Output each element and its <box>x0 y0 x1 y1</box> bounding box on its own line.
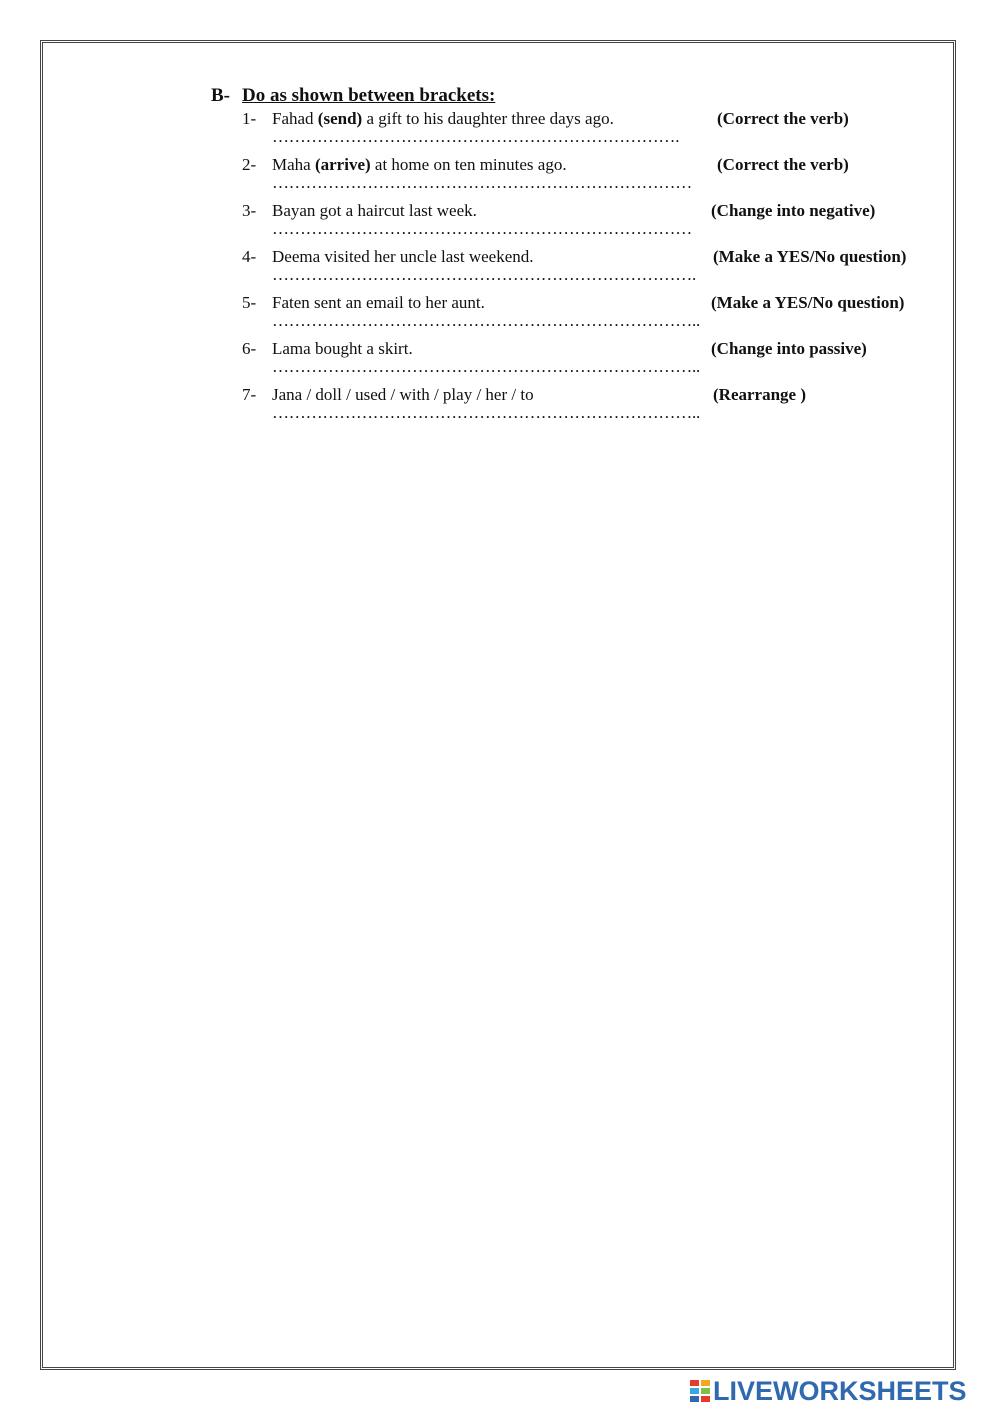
exercise-item-2 <box>211 153 941 199</box>
item-instruction: (Change into passive) <box>711 339 867 358</box>
brand-name: LIVEWORKSHEETS <box>713 1375 967 1406</box>
answer-field-3[interactable]: ………………………………………………………………… <box>272 219 693 238</box>
exercise-item-1 <box>211 107 941 153</box>
item-verb: (send) <box>317 109 363 128</box>
answer-field-6[interactable]: ………………………………………………………………….. <box>272 357 701 376</box>
item-number: 6- <box>242 339 257 358</box>
item-sentence: Lama bought a skirt. <box>272 339 413 358</box>
item-sentence: Maha (arrive) at home on ten minutes ago. <box>272 155 567 174</box>
item-instruction: (Change into negative) <box>711 201 876 220</box>
item-sentence: Bayan got a haircut last week. <box>272 201 477 220</box>
exercise-list <box>211 107 941 429</box>
item-sentence: Jana / doll / used / with / play / her / to <box>272 385 534 404</box>
item-number: 3- <box>242 201 257 220</box>
item-sentence: Deema visited her uncle last weekend. <box>272 247 534 266</box>
liveworksheets-logo-icon <box>690 1380 710 1402</box>
answer-field-5[interactable]: ………………………………………………………………….. <box>272 311 701 330</box>
answer-field-1[interactable]: ………………………………………………………………. <box>272 127 680 146</box>
section-title: Do as shown between brackets: <box>242 85 496 106</box>
item-instruction: (Make a YES/No question) <box>713 247 907 266</box>
item-number: 7- <box>242 385 257 404</box>
item-verb: (arrive) <box>314 155 371 174</box>
answer-field-7[interactable]: ………………………………………………………………….. <box>272 403 701 422</box>
item-instruction: (Rearrange ) <box>713 385 806 404</box>
item-number: 5- <box>242 293 257 312</box>
item-sentence: Faten sent an email to her aunt. <box>272 293 485 312</box>
section-letter: B- <box>211 85 230 106</box>
section-heading <box>211 85 941 107</box>
exercise-item-5 <box>211 291 941 337</box>
item-number: 4- <box>242 247 257 266</box>
answer-field-2[interactable]: ………………………………………………………………… <box>272 173 693 192</box>
exercise-item-7 <box>211 383 941 429</box>
item-sentence: Fahad (send) a gift to his daughter three days ago. <box>272 109 614 128</box>
exercise-item-3 <box>211 199 941 245</box>
exercise-item-6 <box>211 337 941 383</box>
item-instruction: (Correct the verb) <box>717 109 849 128</box>
item-instruction: (Correct the verb) <box>717 155 849 174</box>
answer-field-4[interactable]: …………………………………………………………………. <box>272 265 697 284</box>
exercise-section-b <box>211 85 941 429</box>
liveworksheets-logo[interactable] <box>690 1376 967 1406</box>
item-instruction: (Make a YES/No question) <box>711 293 905 312</box>
exercise-item-4 <box>211 245 941 291</box>
item-number: 2- <box>242 155 257 174</box>
item-number: 1- <box>242 109 257 128</box>
